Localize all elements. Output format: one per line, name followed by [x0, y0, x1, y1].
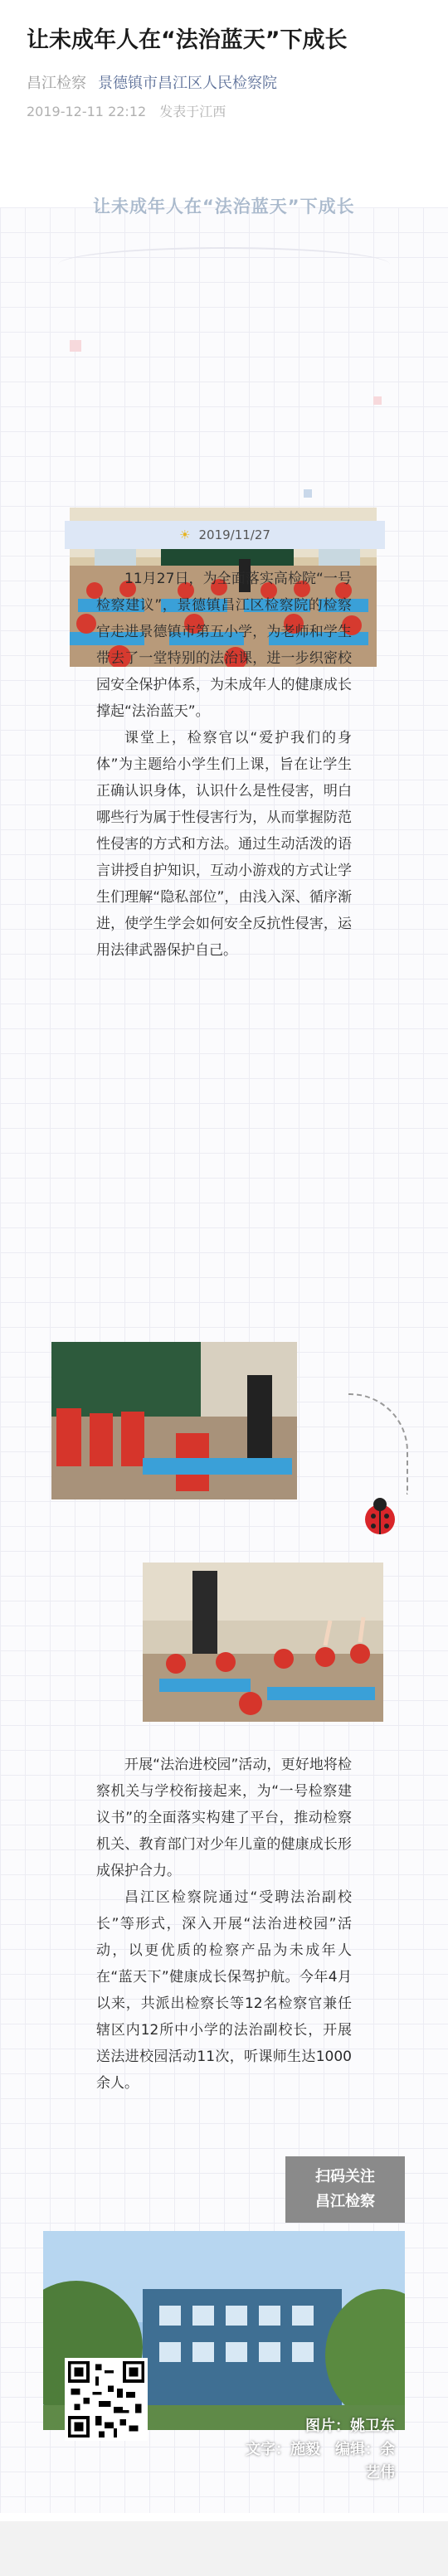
credit-line-2: 文字：施毅 编辑：余艺伟 [246, 2441, 395, 2481]
paragraph-block-2 [96, 1752, 352, 2097]
photo-students-standing[interactable] [51, 1342, 297, 1499]
paragraph: 11月27日，为全面落实高检院“一号检察建议”，景德镇昌江区检察院的检察官走进景德镇市第五小学，为老师和学生带去了一堂特别的法治课，进一步织密校园安全保护体系，为未成年人的健康成长撑起“法治蓝天”。 [96, 571, 352, 720]
paragraph-block-1 [96, 566, 352, 964]
publish-datetime: 2019-12-11 22:12 [27, 104, 147, 119]
paragraph: 课堂上，检察官以“爱护我们的身体”为主题给小学生们上课，旨在让学生正确认识身体，认识什么是性侵害，明白哪些行为属于性侵害行为，从而掌握防范性侵害的方式和方法。通过生动活泼的语言讲授自护知识，互动小游戏的方式让学生们理解“隐私部位”，由浅入深、循序渐进，使学生学会如何安全反抗性侵害，运用法律武器保护自己。 [96, 730, 352, 959]
ladybug-icon [358, 1495, 402, 1538]
decor-square [70, 340, 81, 352]
photo-credits [232, 2415, 395, 2485]
raising-hands-photo-image [143, 1563, 383, 1722]
article-header [0, 0, 448, 120]
qr-code-icon [68, 2361, 144, 2437]
photo-class-raising-hands[interactable] [143, 1563, 383, 1722]
credit-line-1: 图片：姚卫东 [305, 2418, 395, 2435]
scan-line-2: 昌江检察 [315, 2193, 375, 2210]
date-text: 2019/11/27 [198, 527, 270, 542]
paragraph: 开展“法治进校园”活动，更好地将检察机关与学校衔接起来，为“一号检察建议书”的全面落实构建了平台，推动检察机关、教育部门对少年儿童的健康成长形成保护合力。 [96, 1757, 352, 1879]
sun-icon: ☀ [179, 527, 191, 542]
account-link[interactable]: 景德镇市昌江区人民检察院 [98, 75, 277, 92]
article-meta [27, 71, 421, 93]
scan-line-1: 扫码关注 [315, 2168, 375, 2185]
page-footer [0, 2521, 448, 2576]
publish-info [27, 101, 421, 120]
inner-title: 让未成年人在“法治蓝天”下成长 [93, 197, 355, 216]
decor-square [373, 396, 382, 405]
cloud-divider [58, 247, 390, 282]
publish-location: 发表于江西 [159, 104, 226, 119]
source-name: 昌江检察 [27, 75, 86, 92]
article-title: 让未成年人在“法治蓝天”下成长 [27, 27, 348, 53]
qr-code[interactable] [65, 2358, 148, 2441]
date-badge [65, 521, 385, 549]
decor-square [304, 489, 312, 498]
students-photo-image [51, 1342, 297, 1499]
scan-follow-box [285, 2156, 405, 2223]
paragraph: 昌江区检察院通过“受聘法治副校长”等形式，深入开展“法治进校园”活动，以更优质的检察产品为未成年人在“蓝天下”健康成长保驾护航。今年4月以来，共派出检察长等12名检察官兼任辖区内12所中小学的法治副校长，开展送法进校园活动11次，听课师生达1000余人。 [96, 1889, 352, 2092]
